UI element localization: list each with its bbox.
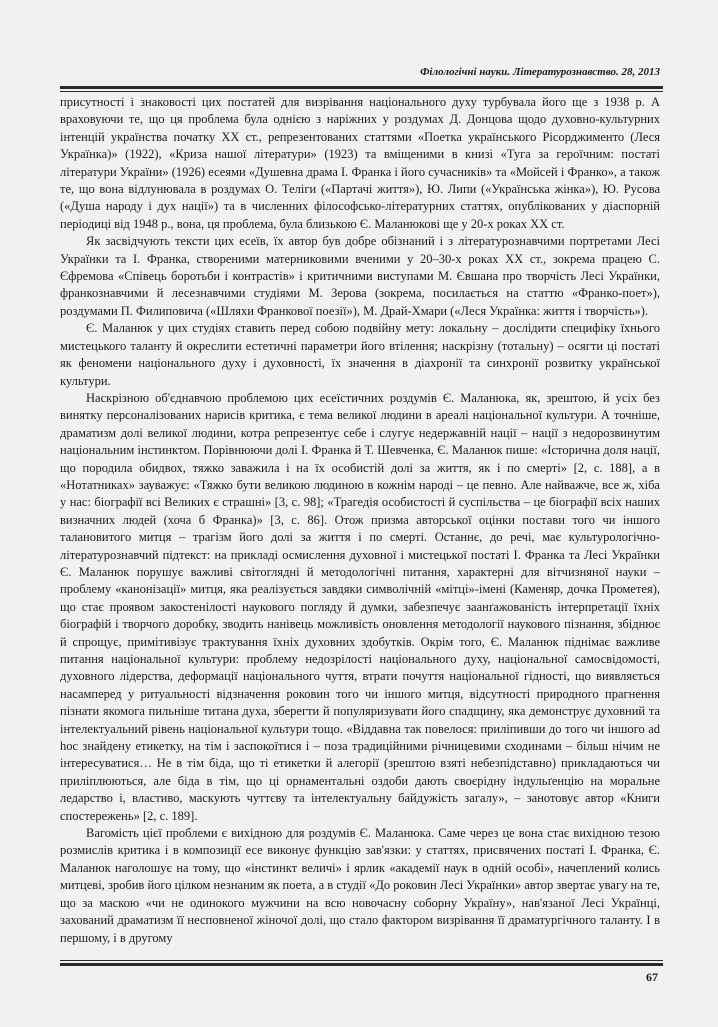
article-body bbox=[60, 94, 660, 947]
running-header: Філологічні науки. Літературознавство. 28, 2013 bbox=[420, 66, 660, 78]
header-rule bbox=[60, 86, 663, 92]
paragraph-2: Як засвідчують тексти цих есеїв, їх автор був добре обізнаний і з літературознавчими портретами Лесі Українки та І. Франка, створеними матерниковими вченими у 20–30-х роках ХХ ст., зокрема працею С. Єфремова «Співець боротьби і контрастів» і критичними виступами М. Євшана про творчість Лесі Українки, франкознавчими й лесезнавчими студіями М. Зерова (зокрема, посилається на статтю «Франко-поет»), роздумами П. Филиповича («Шляхи Франкової поезії»), М. Драй-Хмари («Леся Українка: життя і творчість»). bbox=[60, 234, 660, 318]
paragraph-5: Вагомість цієї проблеми є вихідною для роздумів Є. Маланюка. Саме через це вона стає вихідною тезою розмислів критика і в композиції есе виконує функцію зав'язки: у статтях, присвячених постаті І. Франка, Є. Маланюк наголошує на тому, що «інстинкт величі» і ярлик «академії наук в одній особі», начеплений колись митцеві, зробив його цілком незнаним як поета, а в студії «До роковин Лесі Українки» автор звертає увагу на те, що за маскою «чи не одинокого мужчини на всю новочасну соборну Україну», нав'язаної Лесі Українці, захований драматизм її несповненої жіночої долі, що стало фактором визрівання її драматургічного таланту. І в першому, і в другому bbox=[60, 826, 660, 945]
paragraph-4: Наскрізною об'єднавчою проблемою цих есеїстичних роздумів Є. Маланюка, як, зрештою, й усіх без винятку персоналізованих нарисів критика, є тема великої людини в ареалі національної культури. А точніше, драматизм долі великої людини, котра репрезентує себе і слугує недержавній нації – нації з недорозвинутим національним інстинктом. Порівнюючи долі І. Франка й Т. Шевченка, Є. Маланюк пише: «Історична доля нації, що породила обидвох, тяжко заважила і на їх особистій долі за життя, як і по смерті» [2, с. 188], а в «Нотатниках» зауважує: «Тяжко бути великою людиною в кожнім народі – це певно. Але найважче, все ж, хіба у нас: біографії всі Великих є страшні» [3, с. 98]; «Трагедія особистості й суспільства – це біографії всіх наших визначних людей (хоча б Франка)» [3, с. 86]. Отож призма авторської оцінки постави того чи іншого талановитого митця – трагізм його долі за життя і по смерті. Останнє, до речі, має культурологічно-літературознавчий підтекст: на прикладі осмислення духовної і мистецької постаті І. Франка та Лесі Українки Є. Маланюк порушує важливі світоглядні й методологічні питання, характерні для вітчизняної науки – проблему «канонізації» митця, яка реалізується завдяки символічній «мітці»-імені (Каменяр, дочка Прометея), що стає проявом закостенілості наукового погляду й думки, забезпечує заанґажованість інтерпретації їхніх біографій і творчого доробку, зводить нанівець можливість оновлення методології наукового пізнання, збіднює й спрощує, примітивізує трактування їхніх духовних здобутків. Окрім того, Є. Маланюк піднімає важливе питання національної культури: проблему недозрілості національного духу, національної самосвідомості, духовного лідерства, деформації національного чуття, втрати почуття національної гідності, що виявляється насамперед у ритуальності відзначення роковин того чи іншого митця, відсутності природного прагнення пізнати якомога пильніше титана духа, зберегти й популяризувати його спадщину, яка демонструє духовний та інтелектуальний рівень національної культури тощо. «Віддавна так повелося: приліпивши до того чи іншого ad hoc знайдену етикетку, на тім і заспокоїтися і – поза традиційними річницевими сходинами – більш нічим не інтересуватися… Не в тім біда, що ті етикетки й алегорії (зрештою взяті небезпідставно) прикладаються чи приліплюються, але біда в тім, що ці орнаментальні оздоби дають своєрідну індульґенцію на моральне ледарство і, властиво, маскують чуттєву та інтелектуальну байдужість загалу», – занотовує автор «Книги спостережень» [2, с. 189]. bbox=[60, 390, 660, 823]
page-number: 67 bbox=[646, 970, 658, 984]
paragraph-3: Є. Маланюк у цих студіях ставить перед собою подвійну мету: локальну – дослідити специфіку їхнього мистецького таланту й окреслити естетичні параметри його втілення; наскрізну (тотальну) – осягти ці постаті як феномени національного духу і духовності, їх значення в діахронії та синхронії розвитку української культури. bbox=[60, 321, 660, 388]
paragraph-1: присутності і знаковості цих постатей для визрівання національного духу турбувала його ще з 1938 р. А враховуючи те, що ця проблема була однією з наріжних у роздумах Д. Донцова щодо духовно-культурних інтенцій українства початку ХХ ст., репрезентованих статтями «Поетка українського Рісорджименто (Леся Українка)» (1922), «Криза нашої літератури» (1923) та вміщеними в книзі «Туга за героїчним: постаті літератури України» (1926) есеями «Душевна драма І. Франка і його сучасників» та «Мойсей і Франко», а також те, що вона відлунювала в роздумах О. Теліги («Партачі життя»), Ю. Липи («Українська жінка»), Ю. Русова («Душа народу і дух нації») та в численних філософсько-літературних статтях, опублікованих у діаспорній періодиці від 1948 р., вона, ця проблема, була близькою Є. Маланюкові ще у 20-х роках ХХ ст. bbox=[60, 95, 660, 231]
footer-rule bbox=[60, 960, 663, 966]
